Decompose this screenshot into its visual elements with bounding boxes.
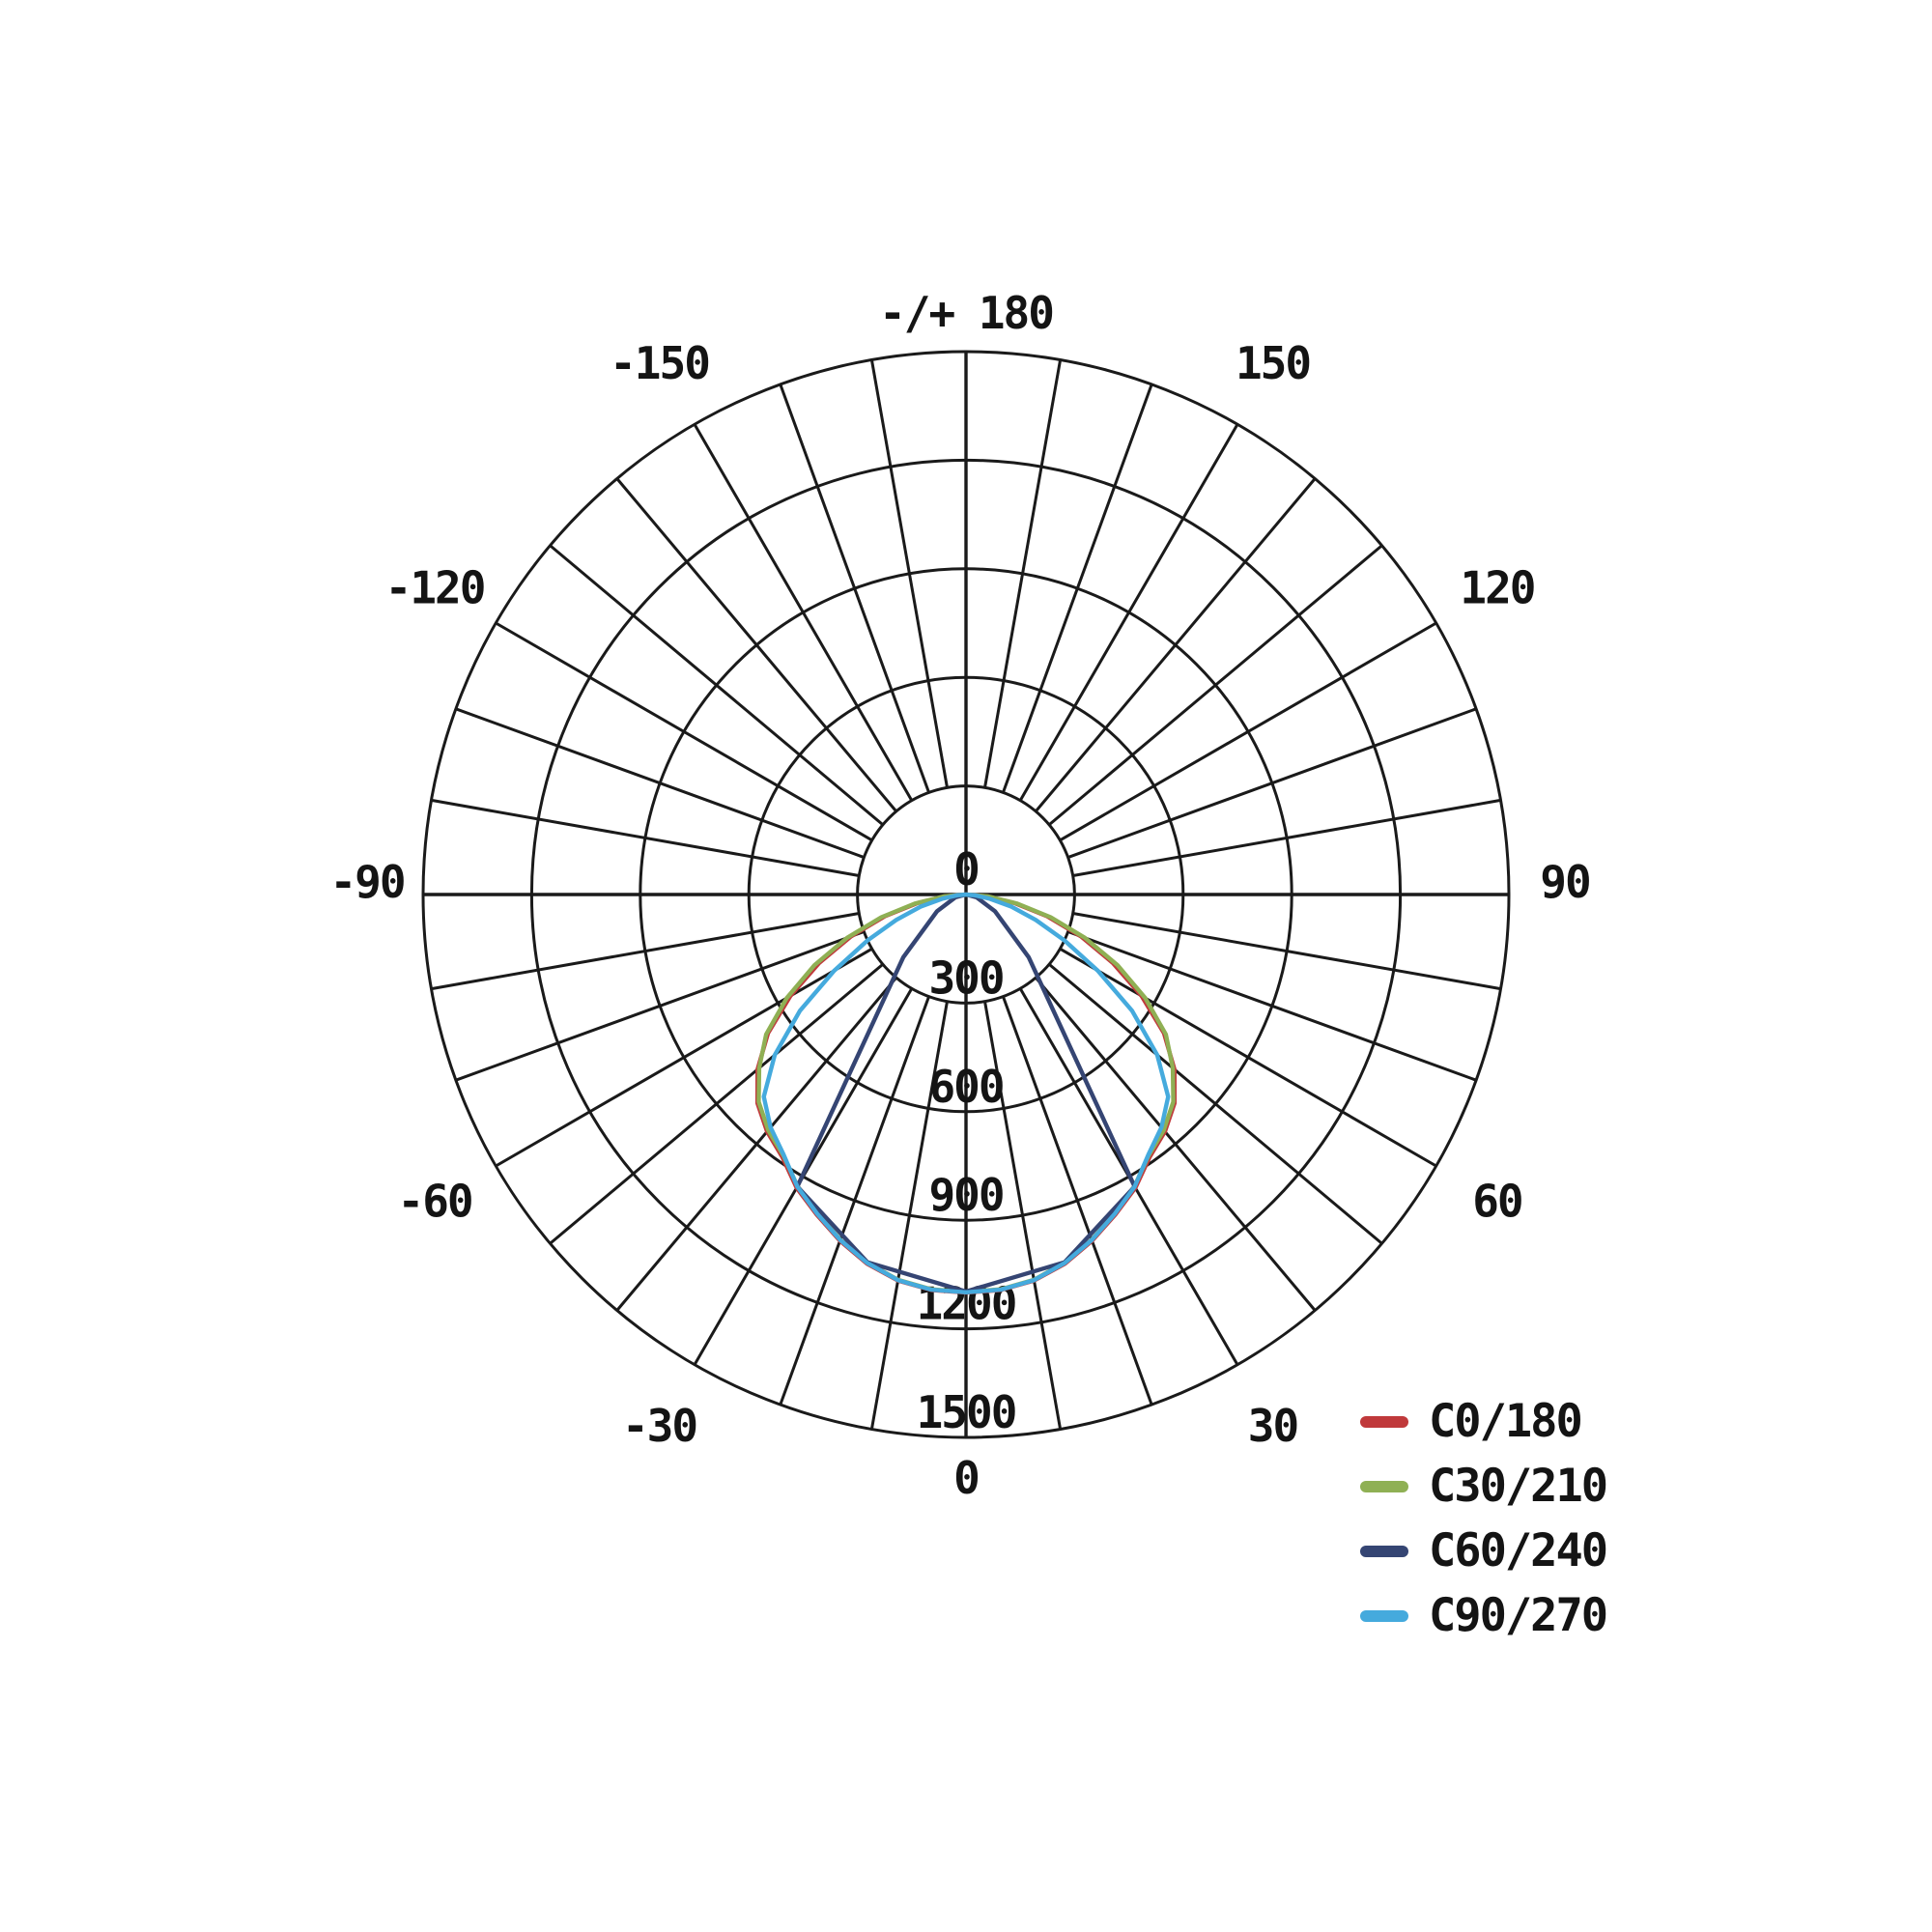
legend-swatch-c90-270-icon bbox=[1360, 1610, 1408, 1622]
angle-tick-label: -30 bbox=[621, 1399, 697, 1452]
legend-label-c30-210: C30/210 bbox=[1429, 1460, 1607, 1513]
polar-grid-spoke bbox=[1073, 914, 1501, 989]
polar-grid-spoke bbox=[1020, 424, 1237, 800]
legend-label-c0-180: C0/180 bbox=[1429, 1395, 1581, 1448]
angle-tick-label: -90 bbox=[329, 856, 405, 908]
polar-grid-spoke bbox=[1036, 478, 1315, 810]
polar-grid-spoke bbox=[617, 478, 896, 810]
legend-item bbox=[1360, 1389, 1606, 1454]
polar-grid-spoke bbox=[1049, 964, 1381, 1243]
radial-tick-label: 1200 bbox=[916, 1277, 1016, 1330]
legend-swatch-c60-240-icon bbox=[1360, 1546, 1408, 1557]
polar-grid-spoke bbox=[617, 978, 896, 1310]
polar-grid-spoke bbox=[1003, 384, 1151, 792]
angle-tick-label: -/+ 180 bbox=[879, 287, 1053, 339]
angle-tick-label: -150 bbox=[610, 337, 709, 390]
polar-grid-spoke bbox=[550, 546, 882, 825]
polar-grid-spoke bbox=[456, 709, 864, 858]
legend-item bbox=[1360, 1519, 1606, 1583]
angle-tick-label: 150 bbox=[1235, 337, 1311, 390]
polar-grid-spoke bbox=[1073, 800, 1501, 875]
angle-tick-label: -60 bbox=[397, 1175, 472, 1228]
polar-grid-spoke bbox=[432, 800, 860, 875]
polar-grid-spoke bbox=[985, 360, 1061, 788]
radial-tick-label: 300 bbox=[928, 952, 1004, 1005]
angle-tick-label: 60 bbox=[1472, 1175, 1522, 1228]
polar-grid-spoke bbox=[550, 964, 882, 1243]
radial-tick-label: 600 bbox=[928, 1060, 1004, 1113]
angle-tick-label: 120 bbox=[1460, 561, 1535, 614]
radial-tick-label: 900 bbox=[928, 1169, 1004, 1222]
legend-label-c90-270: C90/270 bbox=[1429, 1589, 1607, 1642]
polar-grid-spoke bbox=[781, 384, 929, 792]
polar-grid-spoke bbox=[1068, 709, 1476, 858]
polar-grid-spoke bbox=[432, 914, 860, 989]
legend-item bbox=[1360, 1583, 1606, 1648]
legend-swatch-c30-210-icon bbox=[1360, 1481, 1408, 1492]
polar-grid-spoke bbox=[496, 949, 871, 1166]
legend-label-c60-240: C60/240 bbox=[1429, 1524, 1607, 1577]
angle-tick-label: 30 bbox=[1247, 1399, 1298, 1452]
legend-item bbox=[1360, 1454, 1606, 1519]
polar-grid-spoke bbox=[496, 623, 871, 840]
polar-grid-spoke bbox=[1060, 623, 1435, 840]
radial-tick-label: 1500 bbox=[916, 1386, 1016, 1438]
angle-tick-label: 0 bbox=[953, 1452, 979, 1504]
angle-tick-label: -120 bbox=[384, 561, 485, 614]
polar-grid-spoke bbox=[1060, 949, 1435, 1166]
polar-grid-spoke bbox=[871, 360, 947, 788]
polar-grid-spoke bbox=[1049, 546, 1381, 825]
angle-tick-label: 90 bbox=[1540, 856, 1590, 908]
legend bbox=[1360, 1389, 1606, 1648]
polar-grid-spoke bbox=[1036, 978, 1315, 1310]
polar-grid-spoke bbox=[695, 424, 912, 800]
legend-swatch-c0-180-icon bbox=[1360, 1416, 1408, 1428]
radial-tick-label: 0 bbox=[953, 843, 979, 895]
